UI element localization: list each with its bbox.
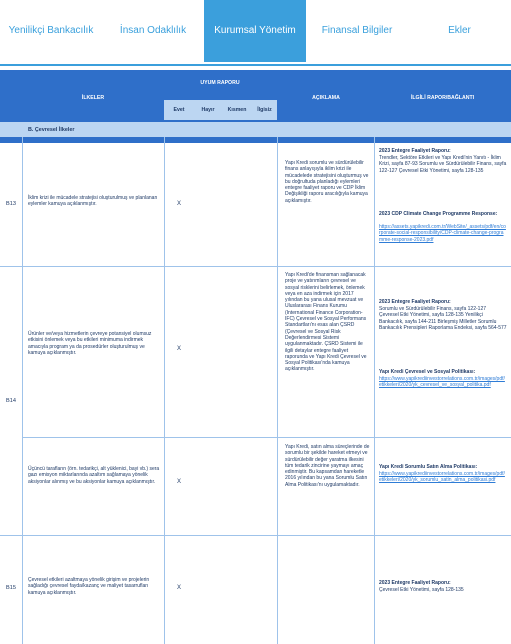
grid-line <box>164 137 165 644</box>
ref-link-b13-2[interactable]: https://assets.yapikredi.com.tr/WebSite/_assets/pdf/en/corporate-social-responsibility/CDP-climate-change-programme-response-2023.pdf <box>379 224 506 243</box>
explanation-b13: Yapı Kredi sorumlu ve sürdürülebilir finans anlayışıyla iklim krizi ile mücadelede stratejisini oluşturmuş ve bu doğrultuda planladığı eylemleri entegre faaliyet raporu ve CDP İklim Değişikliği raporu aracılığıyla kamuya açıklamıştır. <box>285 160 369 204</box>
mark-b15: X <box>177 585 182 591</box>
ref-title-b15-1: 2023 Entegre Faaliyet Raporu: <box>379 580 451 586</box>
header-aciklama: AÇIKLAMA <box>278 88 374 108</box>
header-ilgili-rapor: İLGİLİ RAPOR/BAĞLANTI <box>374 88 511 108</box>
grid-line <box>22 137 23 644</box>
grid-line <box>0 535 511 536</box>
grid-line <box>374 137 375 644</box>
grid-line <box>22 437 511 438</box>
grid-line <box>277 137 278 644</box>
ref-text-b15-1: Çevresel Etki Yönetimi, sayfa 128-135 <box>379 587 464 593</box>
ref-title-b13-1: 2023 Entegre Faaliyet Raporu: <box>379 148 451 154</box>
explanation-b14-b: Yapı Kredi, satın alma süreçlerinde de sorumlu bir şekilde hareket etmeyi ve sürdürülebilir değer yaratma ilkesini tüm tedarik zincirine yaymayı amaç edinmiştir. Bu kapsamdan hareketle 2016 yılından bu yana Sorumlu Satın Alma Politikası'nı uygulamaktadır. <box>285 444 370 488</box>
mark-b14-b: X <box>177 479 182 485</box>
nav-tab-finansal-bilgiler[interactable]: Finansal Bilgiler <box>321 25 393 36</box>
ref-title-b14-a-1: 2023 Entegre Faaliyet Raporu: <box>379 299 451 305</box>
principle-b15: Çevresel etkileri azaltmaya yönelik girişim ve projelerin sağladığı çevresel fayda/kazanç ve maliyet tasarrufları kamuya açıklanmıştır. <box>28 577 150 596</box>
header-ilgisiz: İlgisiz <box>252 100 277 120</box>
header-kismen: Kısmen <box>222 100 252 120</box>
section-cevresel-ilkeler: B. Çevresel İlkeler <box>0 122 511 137</box>
nav-tab-insan-odaklilik[interactable]: İnsan Odaklılık <box>119 25 187 36</box>
principle-b14-a: Ürünler ve/veya hizmetlerin çevreye potansiyel olumsuz etkisini önlemek veya bu etkileri minimuma indirmek amacıyla program ya da prosedürler oluşturulmuş ve kamuya açıklanmıştır. <box>28 331 152 356</box>
row-code-b14: B14 <box>6 398 16 404</box>
header-hayir: Hayır <box>194 100 222 120</box>
ref-title-b14-b-1: Yapı Kredi Sorumlu Satın Alma Politikası: <box>379 464 478 470</box>
ref-link-b14-a-2[interactable]: https://www.yapikrediinvestorrelations.com.tr/images/pdf/etikkeleri/2020/yk_cevresel_ve_sosyal_politika.pdf <box>379 376 505 389</box>
principle-b13: İklim krizi ile mücadele stratejisi oluşturulmuş ve planlanan eylemler kamuya açıklanmıştır. <box>28 195 158 208</box>
grid-line <box>0 266 511 267</box>
mark-b13: X <box>177 201 182 207</box>
nav-tab-yenilikci-bankacilik[interactable]: Yenilikçi Bankacılık <box>8 25 94 36</box>
header-ilkeler: İLKELER <box>22 88 164 108</box>
row-code-b13: B13 <box>6 201 16 207</box>
nav-tab-kurumsal-yonetim[interactable]: Kurumsal Yönetim <box>204 0 306 62</box>
nav-tab-ekler[interactable]: Ekler <box>448 25 471 36</box>
header-evet: Evet <box>164 100 194 120</box>
nav-underline <box>0 64 511 66</box>
row-code-b15: B15 <box>6 585 16 591</box>
top-nav <box>0 0 511 66</box>
ref-text-b13-1: Trendler, Sektöre Etkileri ve Yapı Kredi'nin Yanıtı - İklim Krizi, sayfa 87-93 Sorumlu ve Sürdürülebilir Finans, sayfa 122-127 Çevresel Etki Yönetimi, sayfa 128-135 <box>379 155 507 174</box>
explanation-b14-a: Yapı Kredi'de finansman sağlanacak proje ve yatırımların çevresel ve sosyal risklerini belirlemek, önlemek veya en aza indirmek için 2017 yılından bu yana ulusal mevzuat ve Uluslararası Finans Kurumu (International Finance Corporation-IFC) Çevresel ve Sosyal Performans Standartları'nı esas alan ÇSRD (Çevresel ve Sosyal Risk Değerlendirmesi Sistemi uygulanmaktadır. ÇSRD Sistemi ile ilgili detaylar entegre faaliyet raporunda ve Yapı Kredi Çevresel ve Sosyal Politikası'nda kamuya açıklanmıştır. <box>285 272 367 373</box>
ref-text-b14-a-1: Sorumlu ve Sürdürülebilir Finans, sayfa 122-127 Çevresel Etki Yönetimi, sayfa 128-135 Yenilikçi Bankacılık, sayfa 144-211 Birleşmiş Milletler Sorumlu Bankacılık Prensipleri Raporlama Endeksi, sayfa 564-577 <box>379 306 507 331</box>
mark-b14-a: X <box>177 346 182 352</box>
header-uyum-raporu: UYUM RAPORU <box>164 72 276 94</box>
ref-title-b14-a-2: Yapı Kredi Çevresel ve Sosyal Politikası: <box>379 369 476 375</box>
principle-b14-b: Üçüncü tarafların (örn. tedarikçi, alt yüklenici, bayi vb.) sera gazı emisyon miktarlarında azaltım sağlamaya yönelik aksiyonlar alınmış ve bu aksiyonlar kamuya açıklanmıştır. <box>28 466 160 485</box>
ref-link-b14-b-1[interactable]: https://www.yapikrediinvestorrelations.com.tr/images/pdf/etikkeleri/2020/yk_sorumlu_satin_alma_politikasi.pdf <box>379 471 505 484</box>
ref-title-b13-2: 2023 CDP Climate Change Programme Response: <box>379 211 498 217</box>
